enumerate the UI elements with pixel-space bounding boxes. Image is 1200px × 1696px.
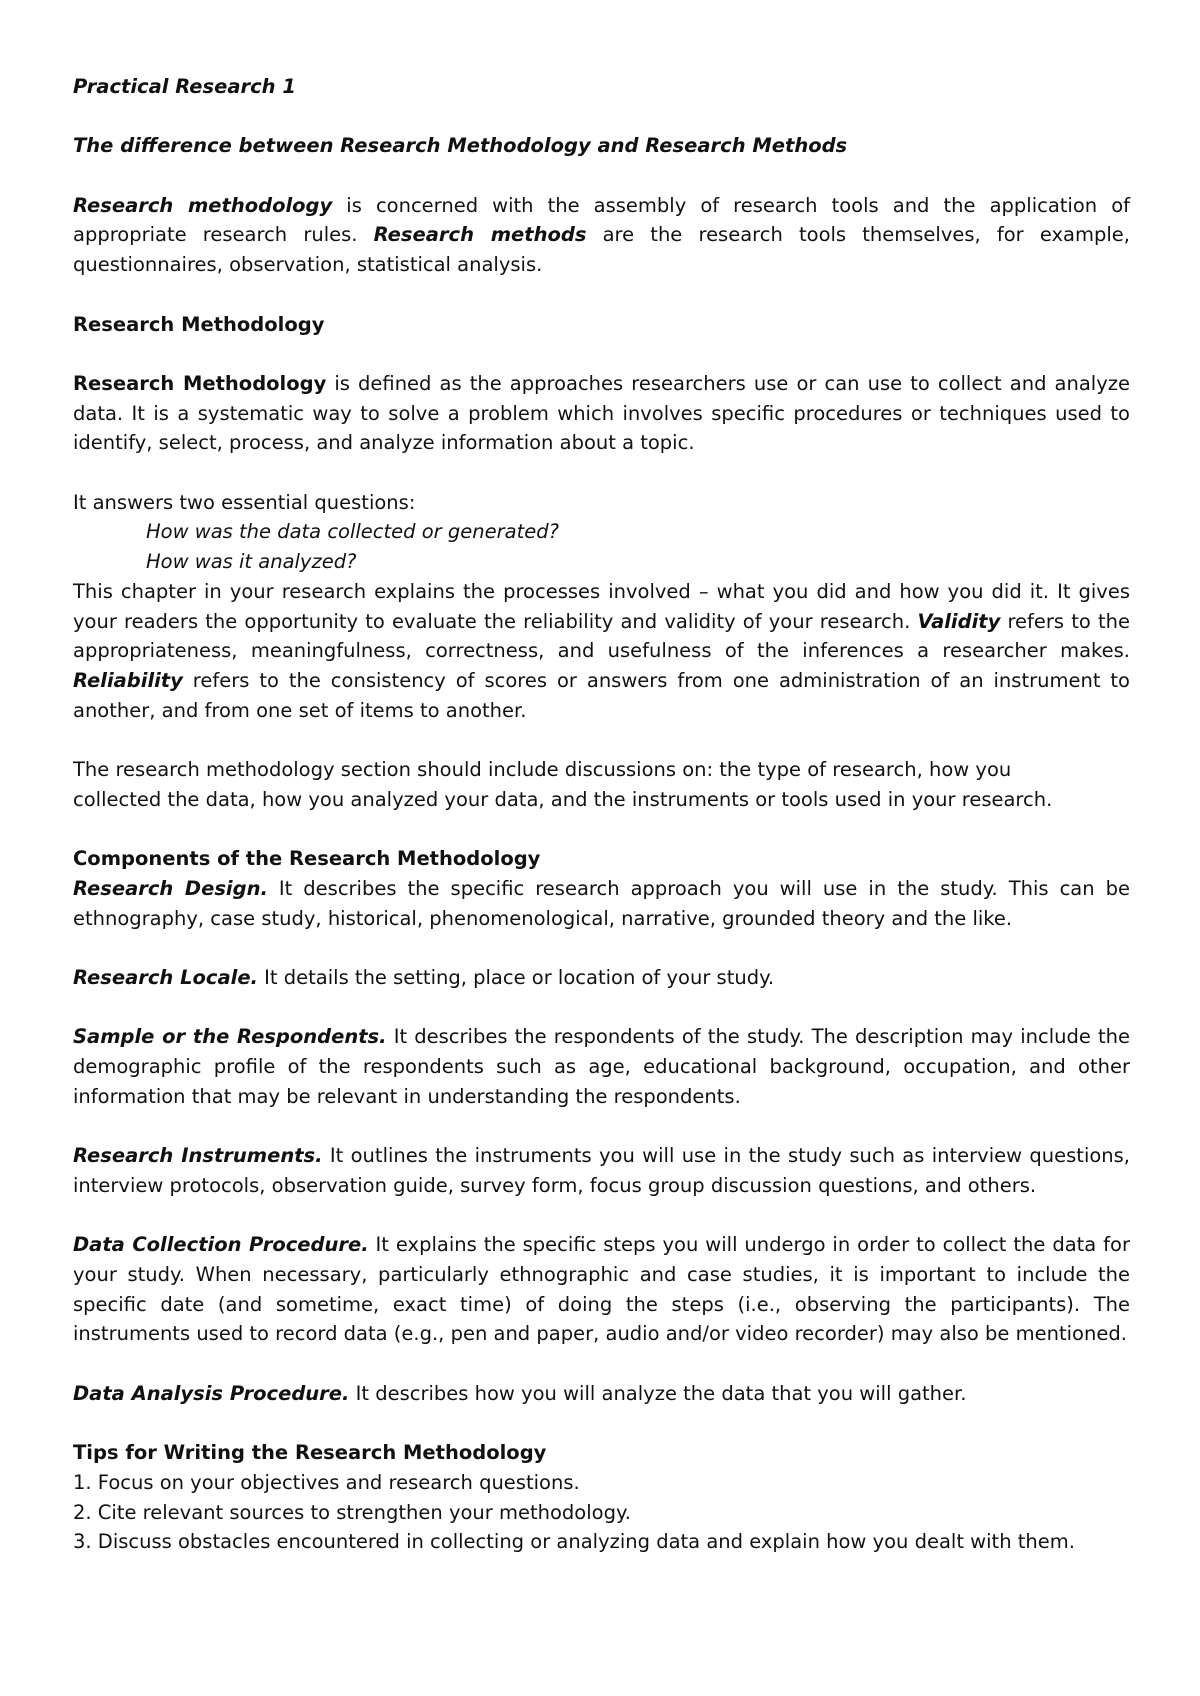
question-1: How was the data collected or generated? (146, 520, 559, 544)
intro-text-1: is concerned with the assembly of research tools and the application of appropriate research rules. (73, 193, 1130, 247)
component-term: Research Locale. (73, 965, 258, 989)
chapter-paragraph (73, 577, 1130, 726)
component-term: Research Instruments. (73, 1144, 323, 1168)
term-validity: Validity (917, 609, 1001, 633)
questions-intro: It answers two essential questions: (73, 490, 416, 514)
term-research-methods: Research methods (373, 223, 587, 247)
definition-text: is defined as the approaches researchers use or can use to collect and analyze data. It is a systematic way to solve a problem which involves specific procedures or techniques used to identify, select, process, and analyze information about a topic. (73, 371, 1130, 455)
component-text: It describes how you will analyze the data that you will gather. (349, 1381, 967, 1405)
tip-item: 3. Discuss obstacles encountered in collecting or analyzing data and explain how you dealt with them. (73, 1530, 1075, 1554)
include-line-1: The research methodology section should include discussions on: the type of research, how you (73, 758, 1012, 782)
tips-heading: Tips for Writing the Research Methodology (73, 1441, 547, 1465)
term-reliability: Reliability (73, 668, 183, 692)
component-text: It describes the respondents of the study. The description may include the demographic profile of the respondents such as age, educational background, occupation, and other information that may be relevant in understanding the respondents. (73, 1025, 1130, 1108)
intro-text-2: are the research tools themselves, for example, questionnaires, observation, statistical analysis. (73, 223, 1130, 277)
component-term: Data Analysis Procedure. (73, 1381, 350, 1405)
tip-item: 1. Focus on your objectives and research questions. (73, 1470, 580, 1494)
chapter-text-2: refers to the appropriateness, meaningfulness, correctness, and usefulness of the inferences a researcher makes. (73, 609, 1130, 663)
component-text: It describes the specific research approach you will use in the study. This can be ethnography, case study, historical, phenomenological, narrative, grounded theory and the like. (73, 876, 1130, 930)
component-research-design (73, 874, 1130, 933)
component-text: It explains the specific steps you will undergo in order to collect the data for your study. When necessary, particularly ethnographic and case studies, it is important to include the specific date (and sometime, exact time) of doing the steps (i.e., observing the participants). The instruments used to record data (e.g., pen and paper, audio and/or video recorder) may also be mentioned. (73, 1233, 1130, 1346)
intro-paragraph (73, 191, 1130, 280)
component-data-analysis (73, 1379, 1130, 1409)
component-term: Sample or the Respondents. (73, 1025, 387, 1049)
term-research-methodology: Research methodology (73, 193, 333, 217)
component-text: It outlines the instruments you will use in the study such as interview questions, interview protocols, observation guide, survey form, focus group discussion questions, and others. (73, 1144, 1131, 1197)
component-text: It details the setting, place or location of your study. (257, 965, 775, 989)
tip-item: 2. Cite relevant sources to strengthen your methodology. (73, 1500, 631, 1524)
definition-term: Research Methodology (73, 371, 327, 395)
main-heading: The difference between Research Methodology and Research Methods (73, 134, 848, 158)
research-methodology-heading: Research Methodology (73, 312, 325, 336)
component-research-locale (73, 963, 1130, 993)
definition-paragraph (73, 369, 1130, 458)
component-research-instruments (73, 1141, 1130, 1200)
include-line-2: collected the data, how you analyzed your data, and the instruments or tools used in your research. (73, 787, 1053, 811)
question-2: How was it analyzed? (146, 550, 357, 574)
component-sample-respondents (73, 1022, 1130, 1111)
component-data-collection (73, 1230, 1130, 1349)
course-title: Practical Research 1 (73, 75, 296, 98)
chapter-text-3: refers to the consistency of scores or answers from one administration of an instrument to another, and from one set of items to another. (73, 668, 1130, 722)
component-term: Data Collection Procedure. (73, 1233, 369, 1257)
chapter-text-1: This chapter in your research explains the processes involved – what you did and how you did it. It gives your readers the opportunity to evaluate the reliability and validity of your research. (73, 579, 1130, 633)
components-heading: Components of the Research Methodology (73, 847, 541, 871)
component-term: Research Design. (73, 876, 268, 900)
